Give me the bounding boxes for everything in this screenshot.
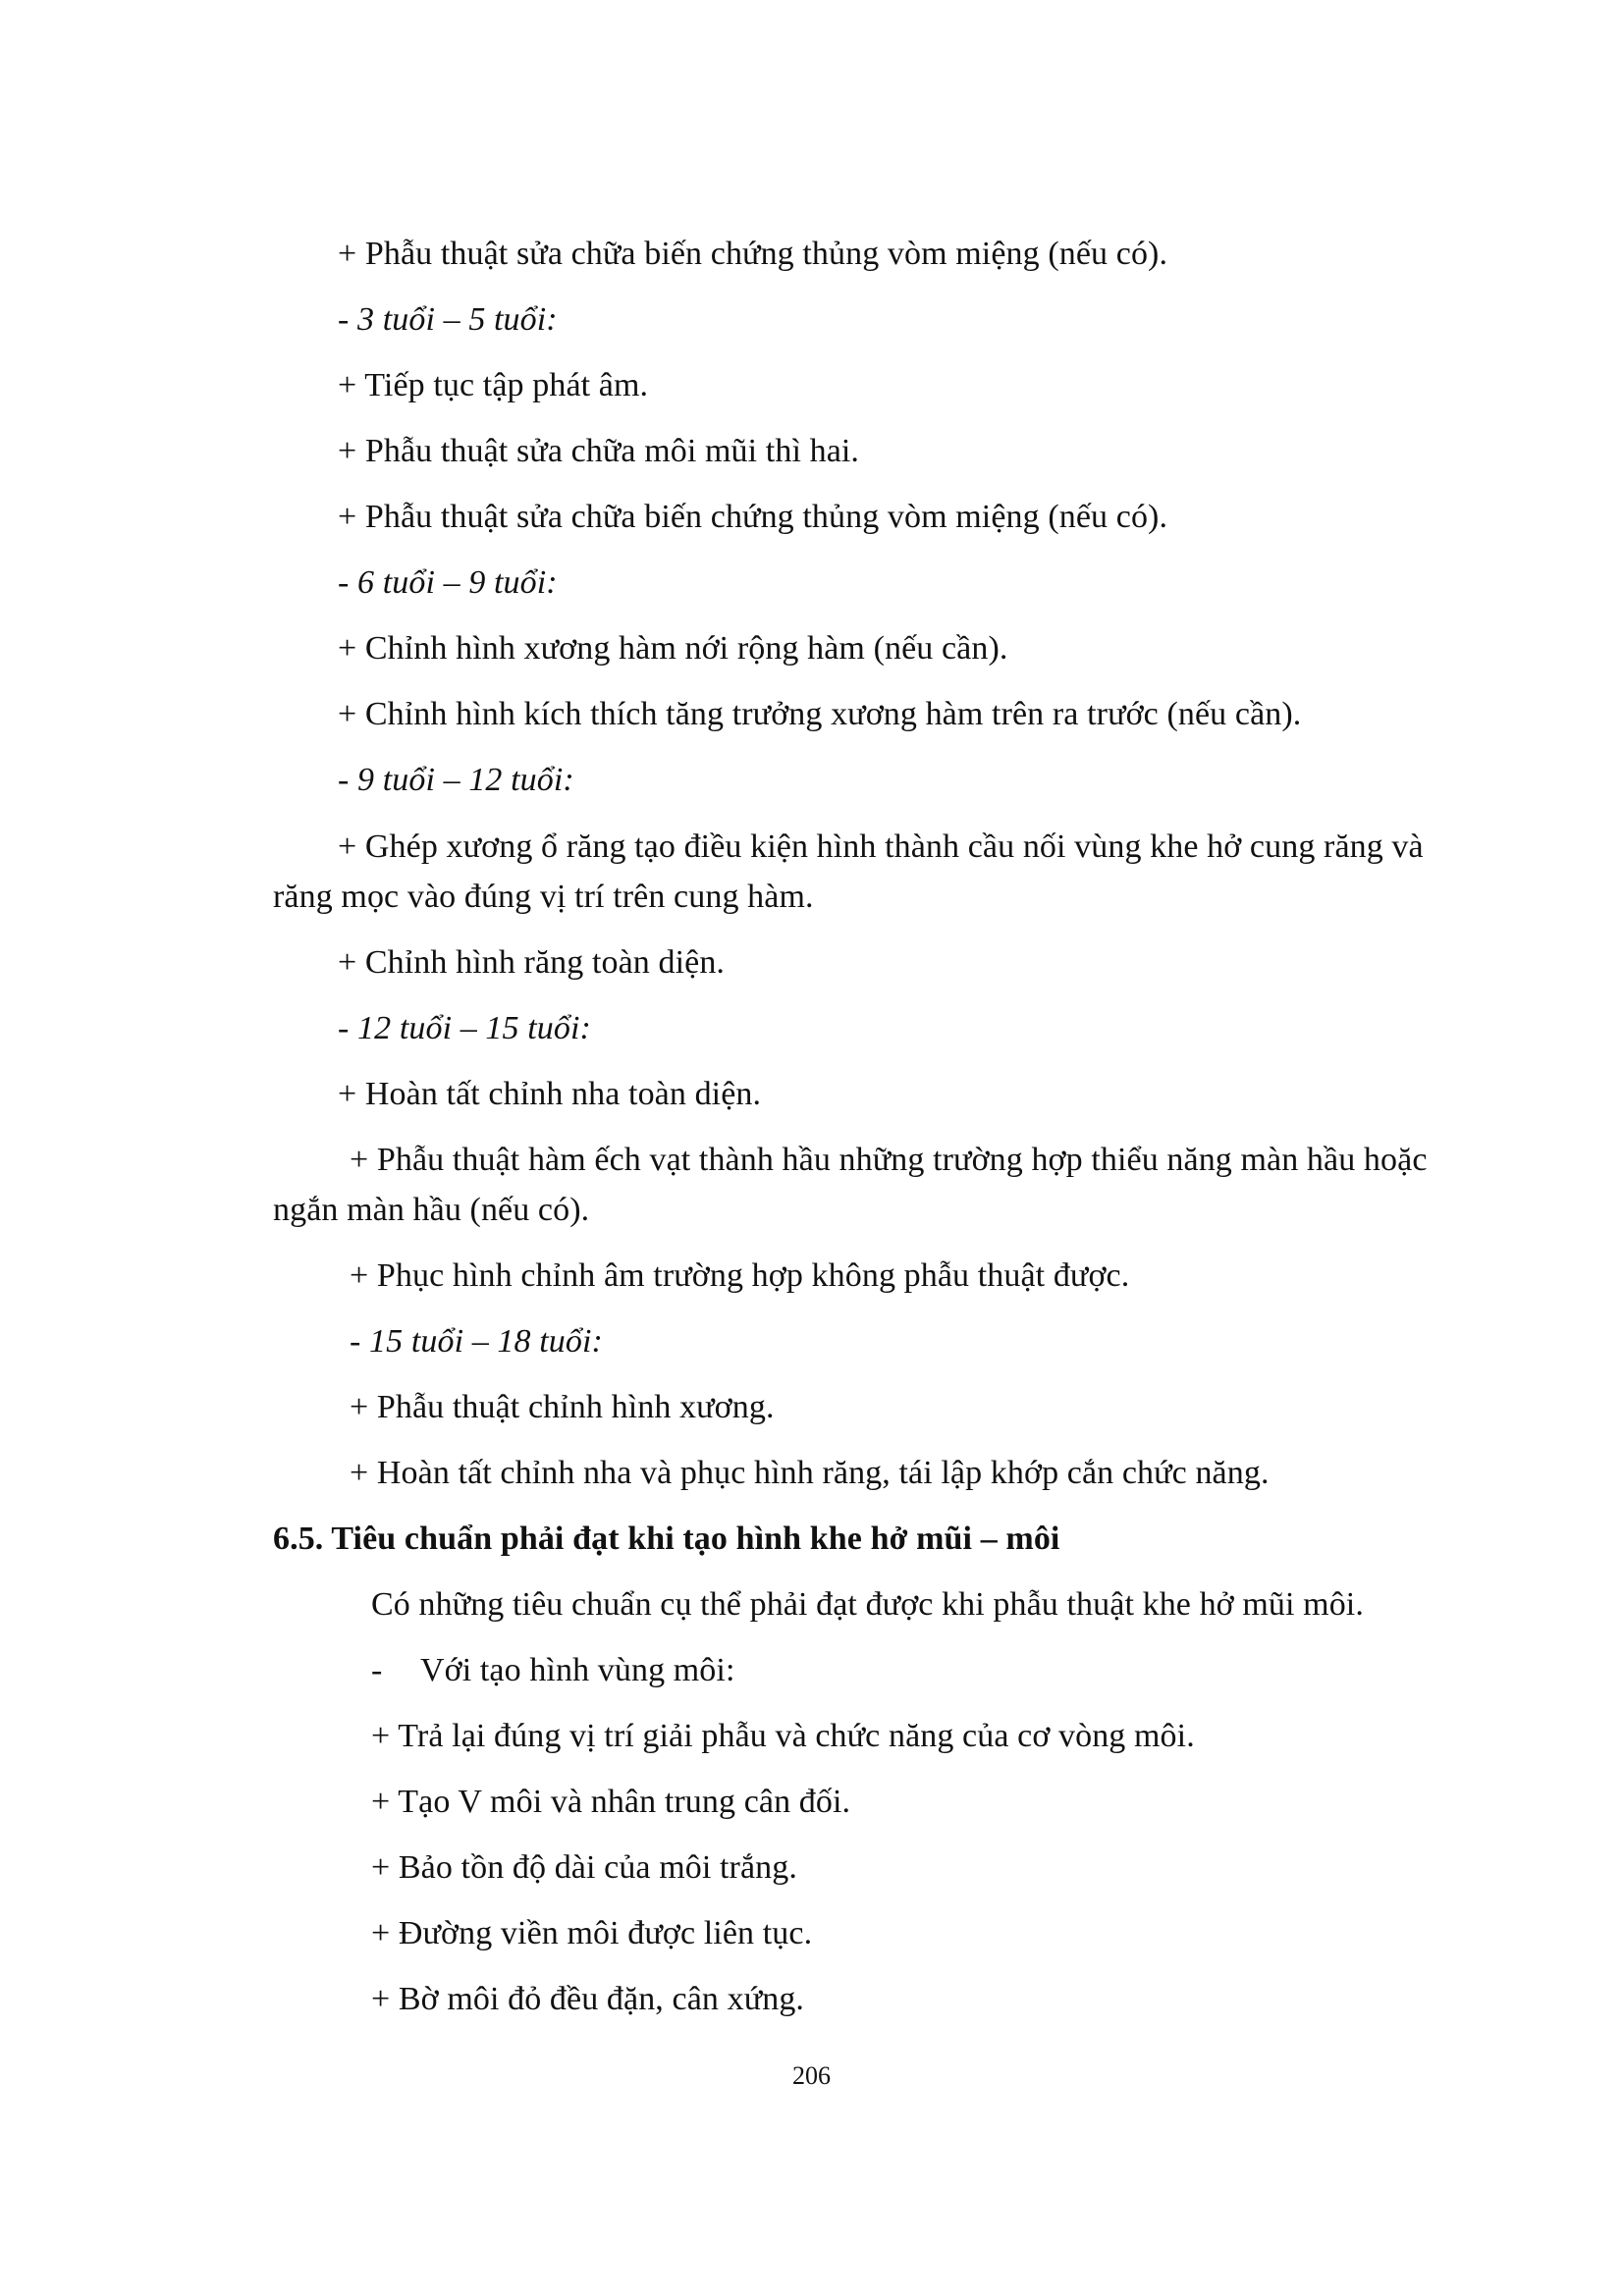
text-line: + Tiếp tục tập phát âm. (338, 367, 649, 403)
text-line-continuation: răng mọc vào đúng vị trí trên cung hàm. (273, 879, 814, 915)
text-line: + Bờ môi đỏ đều đặn, cân xứng. (371, 1981, 805, 2017)
text-line: + Chỉnh hình xương hàm nới rộng hàm (nếu cần). (338, 630, 1008, 667)
text-line: + Phục hình chỉnh âm trường hợp không phẫu thuật được. (350, 1257, 1130, 1294)
text-line: + Chỉnh hình răng toàn diện. (338, 944, 726, 981)
text-line: + Trả lại đúng vị trí giải phẫu và chức năng của cơ vòng môi. (371, 1718, 1195, 1754)
text-line: + Ghép xương ổ răng tạo điều kiện hình thành cầu nối vùng khe hở cung răng và (338, 828, 1424, 865)
age-range-heading: - 15 tuổi – 18 tuổi: (350, 1323, 603, 1360)
text-line: + Tạo V môi và nhân trung cân đối. (371, 1784, 851, 1820)
text-line: + Phẫu thuật chỉnh hình xương. (350, 1389, 775, 1425)
text-line: + Đường viền môi được liên tục. (371, 1915, 813, 1951)
text-line: + Phẫu thuật sửa chữa biến chứng thủng vòm miệng (nếu có). (338, 499, 1168, 535)
text-line: + Chỉnh hình kích thích tăng trưởng xương hàm trên ra trước (nếu cần). (338, 696, 1302, 732)
text-line: Với tạo hình vùng môi: (420, 1652, 735, 1688)
text-line-continuation: ngắn màn hầu (nếu có). (273, 1192, 590, 1228)
age-range-heading: - 6 tuổi – 9 tuổi: (338, 564, 558, 601)
age-range-heading: - 3 tuổi – 5 tuổi: (338, 301, 558, 338)
text-line: + Phẫu thuật sửa chữa biến chứng thủng vòm miệng (nếu có). (338, 236, 1168, 272)
text-line: + Phẫu thuật sửa chữa môi mũi thì hai. (338, 433, 860, 469)
text-line: + Hoàn tất chỉnh nha và phục hình răng, tái lập khớp cắn chức năng. (350, 1455, 1270, 1491)
list-dash: - (371, 1652, 383, 1688)
text-line: + Phẫu thuật hàm ếch vạt thành hầu những trường hợp thiểu năng màn hầu hoặc (350, 1142, 1428, 1178)
page-number: 206 (792, 2061, 831, 2090)
text-line: Có những tiêu chuẩn cụ thể phải đạt được khi phẫu thuật khe hở mũi môi. (371, 1586, 1364, 1623)
text-line: + Bảo tồn độ dài của môi trắng. (371, 1849, 797, 1886)
age-range-heading: - 9 tuổi – 12 tuổi: (338, 762, 574, 798)
section-heading: 6.5. Tiêu chuẩn phải đạt khi tạo hình khe hở mũi – môi (273, 1521, 1060, 1557)
age-range-heading: - 12 tuổi – 15 tuổi: (338, 1010, 591, 1046)
text-line: + Hoàn tất chỉnh nha toàn diện. (338, 1076, 762, 1112)
